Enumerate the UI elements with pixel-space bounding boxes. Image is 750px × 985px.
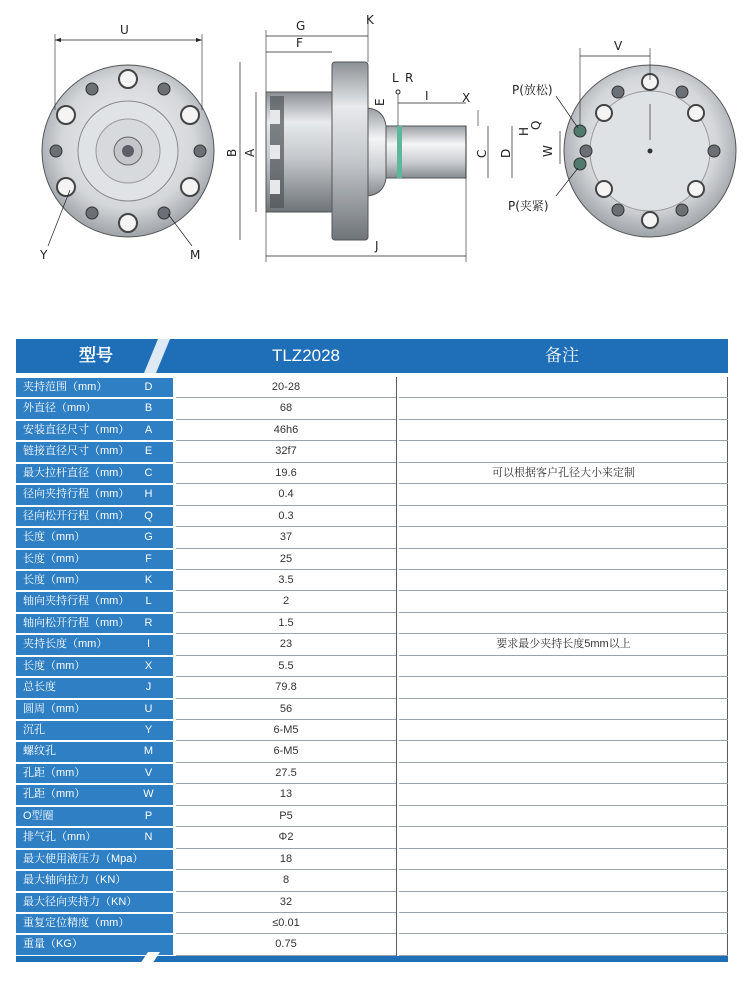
param-code: X — [144, 659, 153, 672]
table-row — [16, 398, 728, 419]
param-note — [399, 527, 728, 548]
label-H: H — [517, 126, 531, 136]
table-row — [16, 806, 728, 827]
header-model-value: TLZ2028 — [271, 346, 341, 365]
table-row — [16, 892, 728, 913]
param-value: 13 — [176, 784, 396, 805]
param-note — [399, 656, 728, 677]
param-code: L — [145, 595, 152, 608]
param-note — [399, 591, 728, 612]
param-value: 2 — [176, 591, 396, 612]
spec-rows — [16, 377, 728, 956]
param-name: 最大拉杆直径（mm） — [16, 464, 173, 483]
param-code: Q — [144, 509, 153, 522]
table-row — [16, 720, 728, 741]
label-K: K — [366, 13, 374, 27]
param-name: 孔距（mm） — [16, 764, 173, 783]
param-name: 长度（mm） — [16, 571, 173, 590]
param-value: 68 — [176, 398, 396, 419]
param-value: 32 — [176, 892, 396, 913]
table-row — [16, 463, 728, 484]
param-value: 1.5 — [176, 613, 396, 634]
param-code: C — [144, 466, 153, 479]
param-note — [399, 549, 728, 570]
side-view — [225, 13, 543, 262]
param-note — [399, 377, 728, 398]
param-name: 最大使用液压力（Mpa） — [16, 850, 173, 869]
table-row — [16, 934, 728, 955]
param-value: 20-28 — [176, 377, 396, 398]
header-note-label: 备注 — [545, 346, 579, 365]
label-V: V — [614, 39, 623, 53]
table-row — [16, 441, 728, 462]
param-value: 6-M5 — [176, 720, 396, 741]
param-value: 56 — [176, 699, 396, 720]
param-name: 最大径向夹持力（KN） — [16, 893, 173, 912]
param-note — [399, 741, 728, 762]
header-slash-decoration — [144, 339, 170, 373]
param-name: 总长度 — [16, 678, 173, 697]
param-note — [399, 677, 728, 698]
param-code: R — [144, 616, 153, 629]
param-code: A — [144, 423, 153, 436]
param-note — [399, 806, 728, 827]
header-model-label: 型号 — [79, 346, 113, 365]
table-row — [16, 377, 728, 398]
param-note — [399, 763, 728, 784]
param-value: 23 — [176, 634, 396, 655]
param-code: U — [144, 702, 153, 715]
param-code: H — [144, 488, 153, 501]
param-value: 6-M5 — [176, 741, 396, 762]
label-L: L — [392, 71, 399, 85]
label-Y: Y — [40, 248, 48, 262]
param-value: 46h6 — [176, 420, 396, 441]
front-view — [39, 23, 214, 262]
param-name: 链接直径尺寸（mm） — [16, 442, 173, 461]
param-code: V — [144, 766, 153, 779]
label-W: W — [541, 145, 555, 157]
label-X: X — [462, 91, 471, 105]
param-name: 外直径（mm） — [16, 399, 173, 418]
param-note: 可以根据客户孔径大小来定制 — [399, 463, 728, 484]
param-value: 3.5 — [176, 570, 396, 591]
param-code: G — [144, 531, 153, 544]
label-B: B — [225, 148, 239, 157]
chuck-drawing-svg — [0, 0, 750, 330]
param-note — [399, 720, 728, 741]
label-M: M — [190, 248, 201, 262]
label-Q: Q — [529, 120, 543, 130]
param-code — [124, 893, 173, 912]
param-name: 径向夹持行程（mm） — [16, 485, 173, 504]
table-row — [16, 699, 728, 720]
param-note — [399, 699, 728, 720]
param-name: 长度（mm） — [16, 528, 173, 547]
param-note — [399, 484, 728, 505]
param-name: 轴向夹持行程（mm） — [16, 592, 173, 611]
label-P-release: P(放松) — [512, 83, 553, 97]
param-note — [399, 827, 728, 848]
label-J: J — [375, 239, 379, 253]
param-value: 5.5 — [176, 656, 396, 677]
param-code: Y — [144, 724, 153, 736]
table-row — [16, 784, 728, 805]
param-value: 18 — [176, 849, 396, 870]
table-row — [16, 656, 728, 677]
label-U: U — [120, 23, 129, 37]
param-code: N — [144, 831, 153, 844]
param-code: D — [144, 381, 153, 393]
param-name: 轴向松开行程（mm） — [16, 614, 173, 633]
param-value: 0.3 — [176, 506, 396, 527]
param-name: 安装直径尺寸（mm） — [16, 421, 173, 440]
table-row — [16, 506, 728, 527]
param-code — [124, 850, 173, 869]
footer-bar — [16, 956, 728, 962]
param-note — [399, 506, 728, 527]
spec-table — [16, 339, 728, 956]
param-code — [124, 871, 173, 890]
param-note — [399, 441, 728, 462]
table-row — [16, 570, 728, 591]
param-name: 最大轴向拉力（KN） — [16, 871, 173, 890]
param-value: 25 — [176, 549, 396, 570]
table-row — [16, 527, 728, 548]
table-row — [16, 613, 728, 634]
technical-drawing — [0, 0, 750, 330]
label-C: C — [475, 149, 489, 158]
param-name: 沉孔 — [16, 721, 173, 740]
table-row — [16, 913, 728, 934]
param-name: 夹持范围（mm） — [16, 378, 173, 397]
param-value: 79.8 — [176, 677, 396, 698]
label-R: R — [405, 71, 414, 85]
param-value: 0.75 — [176, 934, 396, 955]
param-value: ≤0.01 — [176, 913, 396, 934]
table-row — [16, 677, 728, 698]
table-row — [16, 741, 728, 762]
param-name: 螺纹孔 — [16, 742, 173, 761]
param-value: 0.4 — [176, 484, 396, 505]
param-value: 37 — [176, 527, 396, 548]
param-note — [399, 849, 728, 870]
table-row — [16, 870, 728, 891]
param-value: 8 — [176, 870, 396, 891]
param-name: 排气孔（mm） — [16, 828, 173, 847]
table-row — [16, 591, 728, 612]
param-code: I — [146, 638, 151, 651]
label-A: A — [243, 148, 257, 157]
param-note: 要求最少夹持长度5mm以上 — [399, 634, 728, 655]
param-value: 27.5 — [176, 763, 396, 784]
param-code: E — [144, 445, 153, 458]
param-name: O型圈 — [16, 807, 173, 826]
param-name: 圆周（mm） — [16, 700, 173, 719]
table-row — [16, 420, 728, 441]
table-row — [16, 849, 728, 870]
param-value: 19.6 — [176, 463, 396, 484]
param-note — [399, 398, 728, 419]
label-G: G — [296, 19, 306, 33]
param-code: J — [145, 681, 152, 694]
label-P-clamp: P(夹紧) — [508, 199, 549, 213]
param-note — [399, 913, 728, 934]
param-code: W — [143, 788, 154, 801]
param-name: 长度（mm） — [16, 657, 173, 676]
param-name: 径向松开行程（mm） — [16, 507, 173, 526]
param-code: K — [144, 573, 153, 586]
param-name: 重复定位精度（mm） — [16, 914, 173, 933]
param-note — [399, 784, 728, 805]
footer-slash-decoration — [140, 952, 160, 964]
param-note — [399, 870, 728, 891]
label-D: D — [499, 148, 513, 158]
param-value: P5 — [176, 806, 396, 827]
param-name: 重量（KG） — [16, 935, 173, 954]
param-code: P — [144, 809, 153, 822]
param-value: 32f7 — [176, 441, 396, 462]
param-code — [124, 914, 173, 933]
rear-view — [508, 39, 736, 237]
table-row — [16, 827, 728, 848]
table-row — [16, 763, 728, 784]
param-code: F — [145, 552, 152, 565]
label-E: E — [373, 98, 387, 106]
param-name: 孔距（mm） — [16, 785, 173, 804]
param-name: 长度（mm） — [16, 550, 173, 569]
table-row — [16, 484, 728, 505]
spec-table-header — [16, 339, 728, 373]
label-I: I — [425, 89, 429, 103]
param-note — [399, 570, 728, 591]
param-value: Φ2 — [176, 827, 396, 848]
param-name: 夹持长度（mm） — [16, 635, 173, 654]
label-F: F — [296, 36, 303, 50]
param-note — [399, 420, 728, 441]
param-note — [399, 613, 728, 634]
table-row — [16, 634, 728, 655]
table-row — [16, 549, 728, 570]
param-code: B — [144, 402, 153, 415]
param-note — [399, 934, 728, 955]
param-note — [399, 892, 728, 913]
param-code: M — [143, 745, 154, 758]
